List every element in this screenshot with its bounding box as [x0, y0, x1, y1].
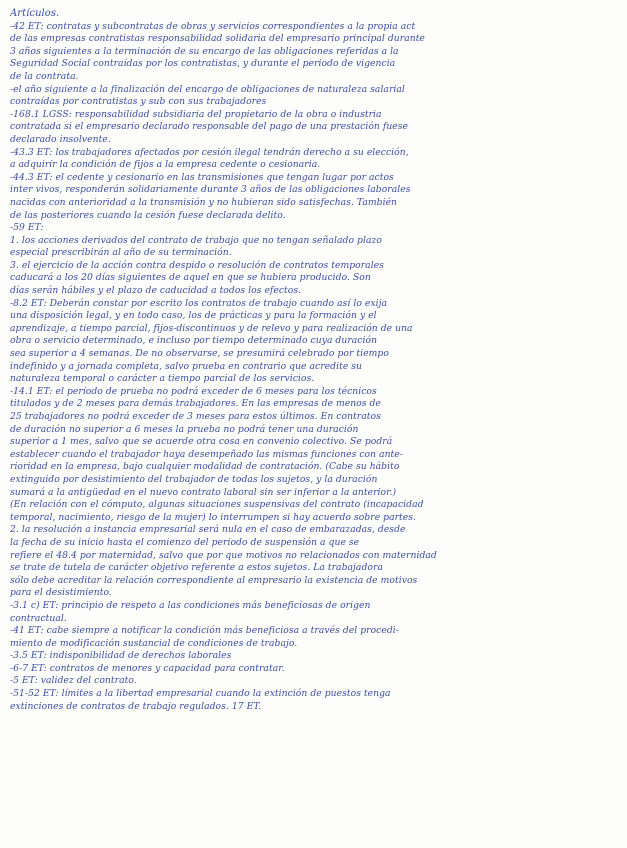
note-line: indefinido y a jornada completa, salvo prueba en contrario que acredite su	[10, 360, 363, 372]
note-line: se trate de tutela de carácter objetivo referente a estos sujetos. La trabajadora	[10, 562, 383, 574]
note-line: aprendizaje, a tiempo parcial, fijos-discontinuos y de relevo y para realización de una	[10, 322, 413, 334]
note-line: obra o servicio determinado, e incluso por tiempo determinado cuya duración	[10, 335, 378, 347]
note-line: 2. la resolución a instancia empresarial será nula en el caso de embarazadas, desde	[10, 524, 406, 536]
note-line: establecer cuando el trabajador haya desempeñado las mismas funciones con ante-	[10, 448, 403, 460]
note-line: de duración no superior a 6 meses la prueba no podrá tener una duración	[10, 423, 359, 435]
note-line: 25 trabajadores no podrá exceder de 3 meses para estos últimos. En contratos	[10, 411, 381, 422]
note-line: titulados y de 2 meses para demás trabajadores. En las empresas de menos de	[10, 398, 381, 410]
note-line: -3.1 c) ET: principio de respeto a las condiciones más beneficiosas de origen	[10, 599, 371, 611]
note-line: temporal, nacimiento, riesgo de la mujer) lo interrumpen si hay acuerdo sobre partes.	[10, 511, 417, 523]
note-line: especial prescribirán al año de su terminación.	[10, 247, 232, 259]
note-line: inter vivos, responderán solidariamente durante 3 años de las obligaciones laborales	[10, 184, 411, 196]
note-line: -43.3 ET: los trabajadores afectados por cesión ilegal tendrán derecho a su elección,	[10, 146, 409, 158]
note-line: -59 ET:	[10, 222, 44, 234]
note-line: -44.3 ET: el cedente y cesionario en las transmisiones que tengan lugar por actos	[10, 171, 394, 183]
note-line: -8.2 ET: Deberán constar por escrito los contratos de trabajo cuando así lo exija	[10, 297, 388, 309]
note-line: días serán hábiles y el plazo de caducidad a todos los efectos.	[10, 285, 302, 297]
note-line: sea superior a 4 semanas. De no observarse, se presumirá celebrado por tiempo	[10, 348, 389, 360]
note-line: -5 ET: validez del contrato.	[10, 675, 137, 687]
note-line: 3. el ejercicio de la acción contra despido o resolución de contratos temporales	[10, 259, 384, 271]
note-line: contractual.	[10, 612, 67, 624]
note-line: contratada si el empresario declarado responsable del pago de una prestación fuese	[10, 121, 409, 133]
note-line: 1. los acciones derivados del contrato de trabajo que no tengan señalado plazo	[10, 234, 382, 246]
note-line: extinguido por desistimiento del trabajador de todas los sujetos, y la duración	[10, 473, 378, 485]
note-line: -el año siguiente a la finalización del encargo de obligaciones de naturaleza salarial	[10, 83, 405, 95]
note-line: contraídas por contratistas y sub con sus trabajadores	[10, 96, 267, 108]
note-line: -42 ET: contratas y subcontratas de obras y servicios correspondientes a la propia act	[10, 20, 416, 32]
note-line: -6-7 ET: contratos de menores y capacidad para contratar.	[10, 662, 285, 674]
note-line: extinciones de contratos de trabajo regulados. 17 ET.	[10, 700, 262, 712]
note-line: para el desistimiento.	[10, 587, 112, 599]
note-line: Seguridad Social contraídas por los contratistas, y durante el periodo de vigencia	[10, 58, 396, 70]
note-line: declarado insolvente.	[10, 133, 111, 145]
note-line: -168.1 LGSS: responsabilidad subsidiaria del propietario de la obra o industria	[10, 108, 382, 120]
note-line: -3.5 ET: indisponibilidad de derechos laborales	[10, 650, 232, 662]
note-line: 3 años siguientes a la terminación de su encargo de las obligaciones referidas a la	[10, 45, 399, 57]
note-line: -14.1 ET: el período de prueba no podrá exceder de 6 meses para los técnicos	[10, 385, 377, 397]
note-line: -41 ET: cabe siempre a notificar la condición más beneficiosa a través del procedi-	[10, 625, 399, 637]
note-line: naturaleza temporal o carácter a tiempo parcial de los servicios.	[10, 373, 315, 385]
note-line: superior a 1 mes, salvo que se acuerde otra cosa en convenio colectivo. Se podrá	[10, 436, 393, 448]
note-line: a adquirir la condición de fijos a la empresa cedente o cesionaria.	[10, 159, 321, 171]
note-line: la fecha de su inicio hasta el comienzo del periodo de suspensión a que se	[10, 536, 360, 548]
note-line: sólo debe acreditar la relación correspondiente al empresario la existencia de motivos	[10, 574, 418, 586]
note-line: -51-52 ET: límites a la libertad empresarial cuando la extinción de puestos tenga	[10, 688, 391, 700]
note-line: sumará a la antigüedad en el nuevo contrato laboral sin ser inferior a la anterior.)	[10, 486, 397, 498]
heading-articulos: Artículos.	[10, 8, 60, 19]
note-line: refiere el 48.4 por maternidad, salvo que por que motivos no relacionados con maternidad	[10, 549, 437, 561]
note-line: (En relación con el cómputo, algunas situaciones suspensivas del contrato (incapacidad	[10, 499, 424, 511]
handwritten-notes	[10, 8, 615, 713]
note-line: una disposición legal, y en todo caso, los de prácticas y para la formación y el	[10, 310, 377, 322]
note-line: de la contrata.	[10, 70, 79, 82]
note-line: caducará a los 20 días siguientes de aquel en que se hubiera producido. Son	[10, 272, 371, 284]
note-line: nacidas con anterioridad a la transmisión y no hubieran sido satisfechas. También	[10, 196, 398, 208]
note-line: miento de modificación sustancial de condiciones de trabajo.	[10, 637, 298, 649]
note-line: de las posteriores cuando la cesión fuese declarada delito.	[10, 209, 286, 221]
note-line: rioridad en la empresa, bajo cualquier modalidad de contratación. (Cabe su hábito	[10, 461, 400, 473]
note-line: de las empresas contratistas responsabilidad solidaria del empresario principal durante	[10, 33, 425, 45]
